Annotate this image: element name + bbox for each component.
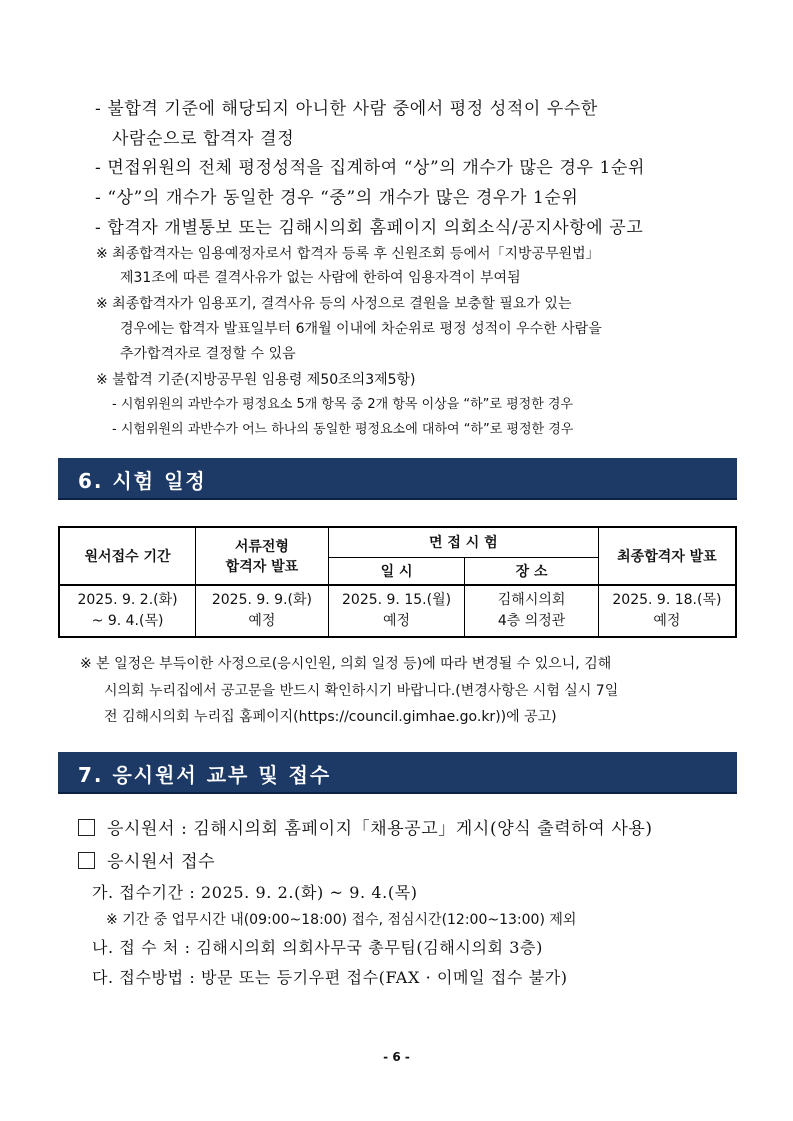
criteria-line: - 합격자 개별통보 또는 김해시의회 홈페이지 의회소식/공지사항에 공고 — [95, 218, 644, 238]
header-doc-pass — [196, 527, 329, 585]
note-line: 경우에는 합격자 발표일부터 6개월 이내에 차순위로 평정 성적이 우수한 사람을 — [120, 321, 602, 337]
section-header-schedule — [58, 458, 737, 500]
criteria-line: - 면접위원의 전체 평정성적을 집계하여 “상”의 개수가 많은 경우 1순위 — [95, 158, 645, 178]
cell-line: 2025. 9. 2.(화) — [77, 592, 178, 608]
page-number: - 6 - — [383, 1050, 410, 1064]
header-date: 일 시 — [328, 557, 465, 585]
checkbox-icon — [78, 852, 95, 869]
table-row — [59, 585, 736, 637]
cell-line: 김해시의회 — [497, 592, 566, 608]
header-interview: 면 접 시 험 — [328, 527, 598, 557]
note-line: ※ 불합격 기준(지방공무원 임용령 제50조의3제5항) — [96, 372, 416, 388]
criteria-line: - “상”의 개수가 동일한 경우 “중”의 개수가 많은 경우가 1순위 — [95, 188, 579, 208]
note-line: 추가합격자로 결정할 수 있음 — [120, 346, 296, 362]
cell-line: 4층 의정관 — [497, 613, 566, 629]
cell-line: 예정 — [653, 613, 681, 629]
cell-line: ~ 9. 4.(목) — [91, 613, 164, 629]
section-title: 6. 시험 일정 — [78, 469, 207, 493]
note-line: ※ 최종합격자가 임용포기, 결격사유 등의 사정으로 결원을 보충할 필요가 있는 — [96, 296, 572, 312]
application-subitem: 다. 접수방법 : 방문 또는 등기우편 접수(FAX · 이메일 접수 불가) — [92, 968, 568, 987]
section-header-application — [58, 752, 737, 794]
schedule-note: 전 김해시의회 누리집 홈페이지(https://council.gimhae.go.kr))에 공고) — [104, 709, 557, 725]
cell-line: 예정 — [248, 613, 276, 629]
application-subitem: 가. 접수기간 : 2025. 9. 2.(화) ~ 9. 4.(목) — [92, 883, 418, 902]
criteria-line: - 불합격 기준에 해당되지 아니한 사람 중에서 평정 성적이 우수한 — [95, 99, 598, 119]
cell-line: 2025. 9. 18.(목) — [612, 592, 722, 608]
section-title: 7. 응시원서 교부 및 접수 — [78, 763, 332, 787]
cell-doc-pass — [196, 585, 329, 637]
cell-interview-date — [328, 585, 465, 637]
cell-final — [598, 585, 736, 637]
application-item-text: 응시원서 : 김해시의회 홈페이지「채용공고」게시(양식 출력하여 사용) — [107, 819, 653, 839]
checkbox-icon — [78, 819, 95, 836]
schedule-table — [58, 526, 737, 638]
criteria-line: 사람순으로 합격자 결정 — [112, 129, 295, 149]
application-subitem: 나. 접 수 처 : 김해시의회 의회사무국 총무팀(김해시의회 3층) — [92, 938, 543, 957]
header-apply: 원서접수 기간 — [59, 527, 196, 585]
header-final: 최종합격자 발표 — [598, 527, 736, 585]
application-item — [78, 814, 653, 839]
cell-apply — [59, 585, 196, 637]
application-note: ※ 기간 중 업무시간 내(09:00~18:00) 접수, 점심시간(12:00~13:00) 제외 — [106, 912, 577, 928]
application-item — [78, 847, 215, 872]
cell-line: 2025. 9. 15.(월) — [342, 592, 452, 608]
header-doc-pass-line2: 합격자 발표 — [225, 559, 299, 575]
application-item-text: 응시원서 접수 — [107, 852, 216, 872]
header-place: 장 소 — [465, 557, 599, 585]
note-line: 제31조에 따른 결격사유가 없는 사람에 한하여 임용자격이 부여됨 — [120, 270, 521, 286]
schedule-note: 시의회 누리집에서 공고문을 반드시 확인하시기 바랍니다.(변경사항은 시험 실시 7일 — [104, 683, 619, 699]
note-subline: - 시험위원의 과반수가 평정요소 5개 항목 중 2개 항목 이상을 “하”로 평정한 경우 — [112, 397, 574, 412]
header-doc-pass-line1: 서류전형 — [234, 539, 289, 555]
cell-interview-place — [465, 585, 599, 637]
cell-line: 2025. 9. 9.(화) — [211, 592, 312, 608]
note-line: ※ 최종합격자는 임용예정자로서 합격자 등록 후 신원조회 등에서「지방공무원법」 — [96, 246, 600, 262]
note-subline: - 시험위원의 과반수가 어느 하나의 동일한 평정요소에 대하여 “하”로 평정한 경우 — [112, 422, 574, 437]
cell-line: 예정 — [383, 613, 411, 629]
schedule-note: ※ 본 일정은 부득이한 사정으로(응시인원, 의회 일정 등)에 따라 변경될 수 있으니, 김해 — [80, 656, 612, 672]
